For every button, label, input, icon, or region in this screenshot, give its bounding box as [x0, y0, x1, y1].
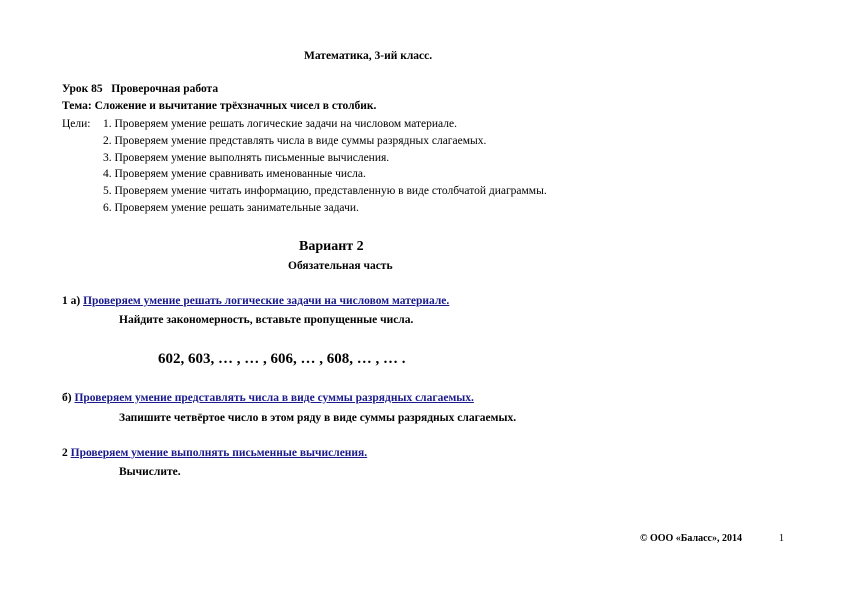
task-1a-sequence: 602, 603, … , … , 606, … , 608, … , … .	[158, 351, 406, 367]
goal-item: 3. Проверяем умение выполнять письменные вычисления.	[103, 152, 390, 164]
task-1a-instruction: Найдите закономерность, вставьте пропущенные числа.	[119, 314, 414, 326]
goal-item: 6. Проверяем умение решать занимательные задачи.	[103, 202, 359, 214]
task-1b-instruction: Запишите четвёртое число в этом ряду в виде суммы разрядных слагаемых.	[119, 412, 517, 424]
goal-item: 1. Проверяем умение решать логические задачи на числовом материале.	[103, 118, 457, 130]
task-2-goal: Проверяем умение выполнять письменные вычисления.	[70, 447, 368, 459]
goal-item: 4. Проверяем умение сравнивать именованные числа.	[103, 168, 366, 180]
task-2-instruction: Вычислите.	[119, 466, 181, 478]
topic-text: Сложение и вычитание трёхзначных чисел в столбик.	[94, 100, 377, 112]
task-1b-number: б)	[62, 392, 72, 404]
task-2-number: 2	[62, 447, 68, 459]
lesson-line	[62, 84, 218, 96]
task-2	[62, 448, 367, 460]
page-number: 1	[779, 533, 784, 544]
task-1a-goal: Проверяем умение решать логические задачи на числовом материале.	[83, 295, 450, 307]
task-1b-goal: Проверяем умение представлять числа в виде суммы разрядных слагаемых.	[74, 392, 474, 404]
goal-item: 2. Проверяем умение представлять числа в виде суммы разрядных слагаемых.	[103, 135, 487, 147]
task-1b	[62, 393, 474, 405]
topic-label: Тема	[62, 100, 88, 112]
document-title: Математика, 3-ий класс.	[304, 50, 433, 62]
goal-item: 5. Проверяем умение читать информацию, представленную в виде столбчатой диаграммы.	[103, 185, 547, 197]
copyright: © ООО «Баласс», 2014	[640, 533, 742, 544]
topic-line: Тема: Сложение и вычитание трёхзначных чисел в столбик.	[62, 100, 377, 112]
lesson-name: Проверочная работа	[111, 83, 219, 95]
variant-title: Вариант 2	[299, 239, 364, 254]
goals-label: Цели:	[62, 118, 91, 130]
task-1a-number: 1 а)	[62, 295, 81, 307]
task-1a	[62, 296, 449, 308]
variant-subtitle: Обязательная часть	[288, 260, 393, 272]
lesson-number: Урок 85	[62, 83, 103, 95]
